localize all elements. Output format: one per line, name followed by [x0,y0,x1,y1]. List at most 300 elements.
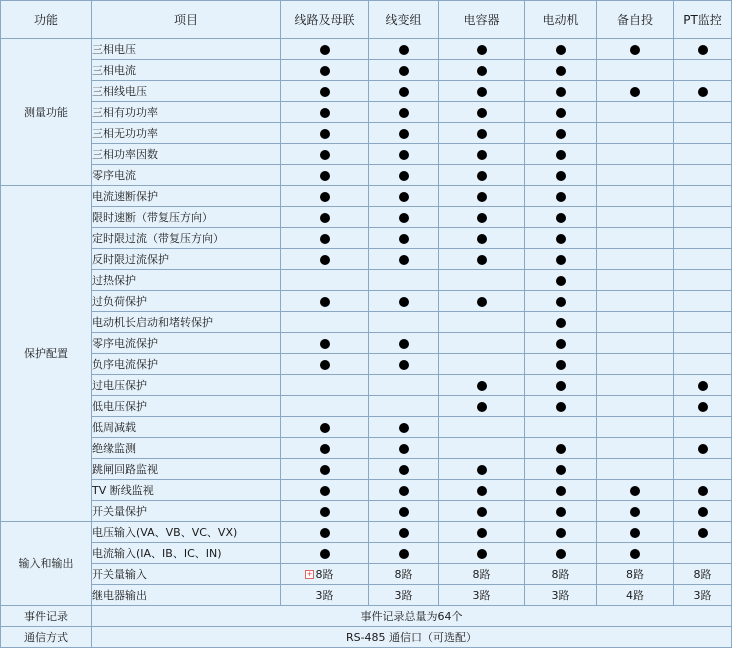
matrix-cell [281,207,369,228]
matrix-cell [525,438,597,459]
header-cell: 线路及母联 [281,1,369,39]
matrix-cell [439,312,525,333]
supported-dot-icon [399,528,409,538]
matrix-cell [439,354,525,375]
matrix-cell [439,396,525,417]
matrix-cell [439,501,525,522]
supported-dot-icon [399,150,409,160]
supported-dot-icon [477,66,487,76]
matrix-cell [439,81,525,102]
supported-dot-icon [320,171,330,181]
matrix-cell [439,417,525,438]
supported-dot-icon [399,507,409,517]
supported-dot-icon [320,150,330,160]
supported-dot-icon [556,339,566,349]
matrix-cell [525,39,597,60]
supported-dot-icon [320,129,330,139]
matrix-cell [525,270,597,291]
matrix-cell: 4路 [597,585,674,606]
matrix-cell [281,144,369,165]
supported-dot-icon [556,87,566,97]
matrix-cell [674,291,732,312]
header-cell: PT监控 [674,1,732,39]
supported-dot-icon [698,45,708,55]
matrix-cell [369,39,439,60]
matrix-cell [525,501,597,522]
matrix-cell: 3路 [439,585,525,606]
supported-dot-icon [320,234,330,244]
matrix-cell [525,291,597,312]
table-row [1,228,732,249]
item-label: 电流速断保护 [92,186,281,207]
matrix-cell [281,60,369,81]
matrix-cell [597,102,674,123]
table-row [1,312,732,333]
supported-dot-icon [399,465,409,475]
matrix-cell [525,228,597,249]
item-label: 限时速断（带复压方向） [92,207,281,228]
supported-dot-icon [556,276,566,286]
supported-dot-icon [320,297,330,307]
supported-dot-icon [477,297,487,307]
item-label: 绝缘监测 [92,438,281,459]
supported-dot-icon [399,129,409,139]
table-row [1,123,732,144]
matrix-cell [369,438,439,459]
matrix-cell [674,543,732,564]
item-label [92,564,313,585]
matrix-cell [281,354,369,375]
table-row [1,438,732,459]
supported-dot-icon [399,234,409,244]
matrix-cell [281,249,369,270]
matrix-cell [597,186,674,207]
matrix-cell [369,501,439,522]
item-label: 三相线电压 [92,81,281,102]
matrix-cell: 8路 [439,564,525,585]
matrix-cell [597,501,674,522]
supported-dot-icon [556,318,566,328]
table-row [1,522,732,543]
supported-dot-icon [477,192,487,202]
supported-dot-icon [556,66,566,76]
supported-dot-icon [320,255,330,265]
supported-dot-icon [556,234,566,244]
matrix-cell [525,102,597,123]
supported-dot-icon [556,150,566,160]
matrix-cell [439,333,525,354]
table-row [1,186,732,207]
supported-dot-icon [320,66,330,76]
matrix-cell [597,165,674,186]
matrix-cell [369,249,439,270]
group-label: 输入和输出 [1,522,92,606]
table-row [1,291,732,312]
supported-dot-icon [630,549,640,559]
table-row [1,60,732,81]
item-label: 开关量保护 [92,501,281,522]
matrix-cell [597,291,674,312]
matrix-cell [369,102,439,123]
matrix-cell [369,417,439,438]
supported-dot-icon [556,381,566,391]
matrix-cell [281,291,369,312]
matrix-cell [597,333,674,354]
matrix-cell [369,165,439,186]
matrix-cell [525,123,597,144]
header-cell: 线变组 [369,1,439,39]
matrix-cell [674,354,732,375]
supported-dot-icon [320,360,330,370]
table-row [1,585,732,606]
matrix-cell [281,543,369,564]
supported-dot-icon [477,465,487,475]
supported-dot-icon [320,192,330,202]
matrix-cell [674,165,732,186]
supported-dot-icon [556,297,566,307]
matrix-cell [369,270,439,291]
supported-dot-icon [477,150,487,160]
matrix-cell [597,270,674,291]
table-row [1,249,732,270]
matrix-cell [525,144,597,165]
supported-dot-icon [399,213,409,223]
matrix-cell [674,102,732,123]
matrix-cell [369,522,439,543]
item-label-text: 开关量输入 [92,567,147,581]
supported-dot-icon [477,486,487,496]
matrix-cell [369,459,439,480]
footer-row [1,606,732,627]
expand-icon[interactable]: + [306,570,313,578]
matrix-cell [281,186,369,207]
supported-dot-icon [477,87,487,97]
matrix-cell [597,207,674,228]
supported-dot-icon [399,486,409,496]
matrix-cell [439,543,525,564]
matrix-cell [597,123,674,144]
header-cell: 电动机 [525,1,597,39]
matrix-cell [439,249,525,270]
matrix-cell [281,522,369,543]
matrix-cell [369,60,439,81]
supported-dot-icon [698,87,708,97]
matrix-cell [369,81,439,102]
matrix-cell [281,375,369,396]
matrix-cell [439,375,525,396]
matrix-cell [439,459,525,480]
table-row [1,354,732,375]
item-label: 电动机长启动和堵转保护 [92,312,281,333]
supported-dot-icon [477,213,487,223]
matrix-cell [597,60,674,81]
matrix-cell: 3路 [525,585,597,606]
matrix-cell [525,312,597,333]
item-label: 三相电流 [92,60,281,81]
matrix-cell [369,123,439,144]
matrix-cell [674,270,732,291]
matrix-cell [674,459,732,480]
matrix-cell [674,396,732,417]
supported-dot-icon [630,528,640,538]
supported-dot-icon [399,108,409,118]
matrix-cell [597,522,674,543]
supported-dot-icon [320,549,330,559]
supported-dot-icon [399,360,409,370]
group-label: 保护配置 [1,186,92,522]
matrix-cell [439,522,525,543]
item-label: 过热保护 [92,270,281,291]
matrix-cell [439,39,525,60]
matrix-cell [674,480,732,501]
matrix-cell [597,81,674,102]
item-label: 反时限过流保护 [92,249,281,270]
matrix-cell: 8路 [597,564,674,585]
supported-dot-icon [477,171,487,181]
matrix-cell [281,501,369,522]
header-cell: 电容器 [439,1,525,39]
footer-label: 通信方式 [1,627,92,648]
matrix-cell [525,396,597,417]
table-row [1,543,732,564]
supported-dot-icon [556,507,566,517]
supported-dot-icon [630,87,640,97]
matrix-cell [597,438,674,459]
header-cell: 备自投 [597,1,674,39]
group-label: 测量功能 [1,39,92,186]
footer-label: 事件记录 [1,606,92,627]
matrix-cell [281,102,369,123]
matrix-cell: 3路 [674,585,732,606]
matrix-cell [369,480,439,501]
supported-dot-icon [399,339,409,349]
matrix-cell [674,39,732,60]
supported-dot-icon [320,465,330,475]
table-row [1,564,732,585]
item-label: 电流输入(IA、IB、IC、IN) [92,543,281,564]
matrix-cell [439,438,525,459]
matrix-cell: 3路 [369,585,439,606]
supported-dot-icon [556,129,566,139]
item-label: 定时限过流（带复压方向） [92,228,281,249]
supported-dot-icon [477,45,487,55]
item-label: 负序电流保护 [92,354,281,375]
supported-dot-icon [556,192,566,202]
matrix-cell [439,228,525,249]
supported-dot-icon [320,486,330,496]
matrix-cell [525,480,597,501]
table-row [1,144,732,165]
supported-dot-icon [698,486,708,496]
matrix-cell [674,186,732,207]
matrix-cell [597,459,674,480]
item-label: 零序电流保护 [92,333,281,354]
item-label: TV 断线监视 [92,480,281,501]
matrix-cell [597,375,674,396]
matrix-cell [439,165,525,186]
supported-dot-icon [556,45,566,55]
matrix-cell: 8路 [281,564,369,585]
matrix-cell [281,333,369,354]
matrix-cell [281,312,369,333]
matrix-cell [597,39,674,60]
matrix-cell: 8路 [674,564,732,585]
supported-dot-icon [399,66,409,76]
supported-dot-icon [320,45,330,55]
supported-dot-icon [556,108,566,118]
matrix-cell [674,60,732,81]
matrix-cell [439,270,525,291]
matrix-cell [439,123,525,144]
matrix-cell [674,375,732,396]
supported-dot-icon [399,549,409,559]
table-row [1,333,732,354]
supported-dot-icon [320,87,330,97]
matrix-cell [369,186,439,207]
matrix-cell [281,480,369,501]
item-label: 低周减载 [92,417,281,438]
supported-dot-icon [320,108,330,118]
header-cell: 功能 [1,1,92,39]
matrix-cell [597,249,674,270]
footer-value: 事件记录总量为64个 [92,606,732,627]
matrix-cell [281,39,369,60]
matrix-cell [674,228,732,249]
footer-value: RS-485 通信口（可选配） [92,627,732,648]
supported-dot-icon [477,108,487,118]
supported-dot-icon [399,171,409,181]
matrix-cell [369,354,439,375]
supported-dot-icon [477,381,487,391]
matrix-cell [597,354,674,375]
table-row [1,39,732,60]
item-label: 三相无功功率 [92,123,281,144]
matrix-cell [369,144,439,165]
matrix-cell [674,207,732,228]
supported-dot-icon [630,507,640,517]
matrix-cell: 3路 [281,585,369,606]
item-label: 零序电流 [92,165,281,186]
supported-dot-icon [477,549,487,559]
matrix-cell [525,543,597,564]
matrix-cell [525,333,597,354]
table-row [1,417,732,438]
matrix-cell: 8路 [525,564,597,585]
matrix-cell [674,249,732,270]
matrix-cell [439,102,525,123]
supported-dot-icon [320,507,330,517]
supported-dot-icon [698,444,708,454]
supported-dot-icon [399,192,409,202]
item-label: 过负荷保护 [92,291,281,312]
supported-dot-icon [320,528,330,538]
matrix-cell [674,501,732,522]
item-label: 三相电压 [92,39,281,60]
table-row [1,480,732,501]
matrix-cell [674,417,732,438]
supported-dot-icon [477,129,487,139]
supported-dot-icon [399,444,409,454]
matrix-cell [525,417,597,438]
matrix-cell [597,144,674,165]
supported-dot-icon [556,213,566,223]
supported-dot-icon [399,45,409,55]
matrix-cell [525,165,597,186]
matrix-cell [525,186,597,207]
item-label: 电压输入(VA、VB、VC、VX) [92,522,281,543]
item-label: 继电器输出 [92,585,281,606]
matrix-cell [674,312,732,333]
matrix-cell [439,207,525,228]
matrix-cell [525,375,597,396]
matrix-cell [597,228,674,249]
matrix-cell [597,480,674,501]
matrix-cell: 8路 [369,564,439,585]
supported-dot-icon [556,549,566,559]
supported-dot-icon [556,465,566,475]
table-row [1,459,732,480]
matrix-cell [597,312,674,333]
matrix-cell [525,60,597,81]
supported-dot-icon [698,528,708,538]
supported-dot-icon [320,213,330,223]
matrix-cell [439,291,525,312]
matrix-cell [369,375,439,396]
matrix-cell [369,333,439,354]
supported-dot-icon [399,297,409,307]
supported-dot-icon [556,255,566,265]
matrix-cell [369,312,439,333]
matrix-cell [674,144,732,165]
supported-dot-icon [477,255,487,265]
footer-row [1,627,732,648]
table-row [1,165,732,186]
matrix-cell [281,438,369,459]
supported-dot-icon [399,423,409,433]
table-row [1,207,732,228]
matrix-cell [525,249,597,270]
matrix-cell [369,228,439,249]
supported-dot-icon [477,528,487,538]
item-label: 过电压保护 [92,375,281,396]
matrix-cell [369,207,439,228]
matrix-cell [369,543,439,564]
supported-dot-icon [698,381,708,391]
matrix-cell [525,354,597,375]
supported-dot-icon [477,507,487,517]
matrix-cell [674,438,732,459]
supported-dot-icon [399,255,409,265]
item-label: 低电压保护 [92,396,281,417]
matrix-cell [439,144,525,165]
header-row [1,1,732,39]
supported-dot-icon [477,234,487,244]
item-label: 三相功率因数 [92,144,281,165]
supported-dot-icon [556,171,566,181]
matrix-cell [281,417,369,438]
matrix-cell [439,60,525,81]
table-row [1,375,732,396]
matrix-cell [525,207,597,228]
matrix-cell [281,81,369,102]
matrix-cell [281,459,369,480]
matrix-cell [281,228,369,249]
matrix-cell [674,333,732,354]
matrix-cell [281,270,369,291]
matrix-cell [281,396,369,417]
matrix-cell [525,522,597,543]
supported-dot-icon [556,402,566,412]
